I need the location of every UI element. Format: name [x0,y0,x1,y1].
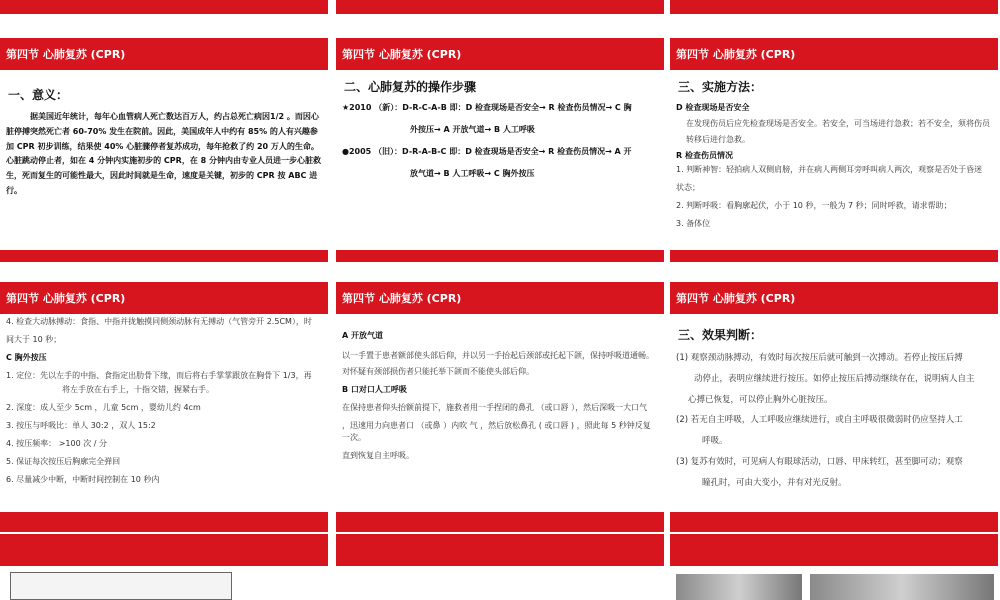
step-line: ●2005 （旧）：D-R-A-B-C 即：D 检查现场是否安全→ R 检查伤员情况→ A 开 [342,147,632,156]
slide-content [6,80,322,248]
subheading: C 胸外按压 [6,353,47,362]
slide-illustration-2[interactable] [336,534,664,600]
paragraph: (1) 观察颈动脉搏动，有效时每次按压后就可触到一次搏动。若停止按压后搏 [676,353,963,363]
section-title: 三、效果判断： [678,328,763,342]
paragraph: (3) 复苏有效时，可见病人有眼球活动，口唇、甲床转红，甚至脚可动；观察 [676,456,963,467]
slide-content [676,72,992,248]
paragraph: 在发现伤员后应先检查现场是否安全。若安全，可当场进行急救；若不安全，须将伤员转移后进行急救。 [686,119,990,144]
paragraph: 2. 判断呼吸：看胸廓起伏，小于 10 秒，一般为 7 秒；同时呼救，请求帮助； [676,201,952,210]
slide-compression[interactable] [0,270,328,532]
paragraph: 4. 按压频率： >100 次 / 分 [6,439,108,448]
slide-bottom-bar [336,250,664,262]
subheading: A 开放气道 [342,331,383,340]
paragraph: 间大于 10 秒； [6,335,62,344]
slide-header: 第四节 心肺复苏 (CPR) [0,38,328,70]
paragraph: 5. 保证每次按压后胸廓完全弹回 [6,457,121,466]
paragraph: 动停止，表明应继续进行按压。如停止按压后搏动继续存在，说明病人自主 [694,373,975,384]
training-photo [810,574,994,600]
step-line: 放气道→ B 人工呼吸→ C 胸外按压 [410,169,535,178]
slide-method[interactable] [670,0,998,262]
slide-bottom-bar [670,512,998,532]
paragraph: 心搏已恢复，可以停止胸外心脏按压。 [688,394,833,405]
training-photo [676,574,802,600]
paragraph: 将左手放在右手上，十指交错，握紧右手。 [62,385,214,394]
paragraph: 1. 定位：先以左手的中指、食指定出肋骨下缘，而后将右手掌掌跟放在胸骨下 1/3，再 [6,371,312,380]
slide-content [676,320,992,518]
slide-evaluation[interactable] [670,270,998,532]
paragraph: 直到恢复自主呼吸。 [342,451,414,460]
slide-header: 第四节 心肺复苏 (CPR) [336,282,664,314]
slide-header: 第四节 心肺复苏 (CPR) [336,38,664,70]
slide-top-bar [336,0,664,14]
slide-bottom-bar [670,250,998,262]
paragraph: 据美国近年统计，每年心血管病人死亡数达百万人，约占总死亡病因1/2 。而因心脏停搏突然死亡者 60-70% 发生在院前。因此，美国成年人中约有 85% 的人有兴趣参加 CPR 初步训练，结果使 40% 心脏骤停者复苏成功，每年抢救了约 20 万人的生命。心脏跳动停止者，如在 4 分钟内实施初步的 CPR，在 8 分钟内由专业人员进一步心脏救生，死而复生的可能性最大，因此时间就是生命，速度是关键，初步的 CPR 按 ABC 进行。 [6,112,321,195]
step-line: 外按压→ A 开放气道→ B 人工呼吸 [410,125,535,134]
paragraph: ，迅速用力向患者口 （或鼻 ）内吹 气 ，然后放松鼻孔 ( 或口唇 ) ，照此每 5 秒钟反复一次。 [342,421,651,442]
paragraph: 2. 深度：成人至少 5cm ，儿童 5cm ，婴幼儿约 4cm [6,403,201,412]
slide-header: 第四节 心肺复苏 (CPR) [670,282,998,314]
slide-illustration-1[interactable] [0,534,328,600]
slide-airway[interactable] [336,270,664,532]
slide-significance[interactable] [0,0,328,262]
slide-bottom-bar [336,512,664,532]
step-line: ★2010 （新）：D-R-C-A-B 即：D 检查现场是否安全→ R 检查伤员情况→ C 胸 [342,103,632,112]
subheading: B 口对口人工呼吸 [342,385,407,394]
slide-header: 第四节 心肺复苏 (CPR) [0,282,328,314]
subheading: D 检查现场是否安全 [676,103,750,112]
slide-content [6,314,322,518]
paragraph: 瞳孔时，可由大变小，并有对光反射。 [702,477,847,488]
slide-bottom-bar [0,512,328,532]
subheading: R 检查伤员情况 [676,151,733,160]
paragraph: 呼吸。 [702,436,728,446]
slide-steps[interactable] [336,0,664,262]
paragraph: 以一手置于患者额部使头部后仰，并以另一手抬起后颈部或托起下颌，保持呼吸道通畅。对怀疑有颈部损伤者只能托举下颌而不能使头部后仰。 [342,351,654,376]
paragraph: 3. 按压与呼吸比：单人 30:2 ，双人 15:2 [6,421,156,430]
slide-content [342,328,658,518]
paragraph: 在保持患者仰头抬额前提下，施救者用一手捏闭的鼻孔 （或口唇 ），然后深吸一大口气 [342,403,648,412]
paragraph: 状态； [676,183,700,192]
slide-header: 第四节 心肺复苏 (CPR) [670,38,998,70]
cpr-illustration [10,572,232,600]
paragraph: 1. 判断神智：轻拍病人双侧肩膀，并在病人两侧耳旁呼叫病人两次，观察是否处于昏迷 [676,165,983,174]
paragraph: (2) 若无自主呼吸，人工呼吸应继续进行，或自主呼吸很微弱时仍应坚持人工 [676,415,963,426]
slide-top-bar [0,534,328,566]
section-title: 三、实施方法： [678,80,763,94]
paragraph: 4. 检查大动脉搏动：食指、中指并拢触摸同侧颈动脉有无搏动（气管旁开 2.5CM），时 [6,317,312,326]
section-title: 一、意义： [8,88,69,102]
slide-top-bar [336,534,664,566]
slide-top-bar [670,0,998,14]
slide-top-bar [670,534,998,566]
section-title: 二、心肺复苏的操作步骤 [344,80,477,94]
slide-photos[interactable] [670,534,998,600]
slide-top-bar [0,0,328,14]
slide-content [342,72,658,248]
paragraph: 3. 备体位 [676,219,711,228]
paragraph: 6. 尽量减少中断，中断时间控制在 10 秒内 [6,475,160,484]
slide-bottom-bar [0,250,328,262]
